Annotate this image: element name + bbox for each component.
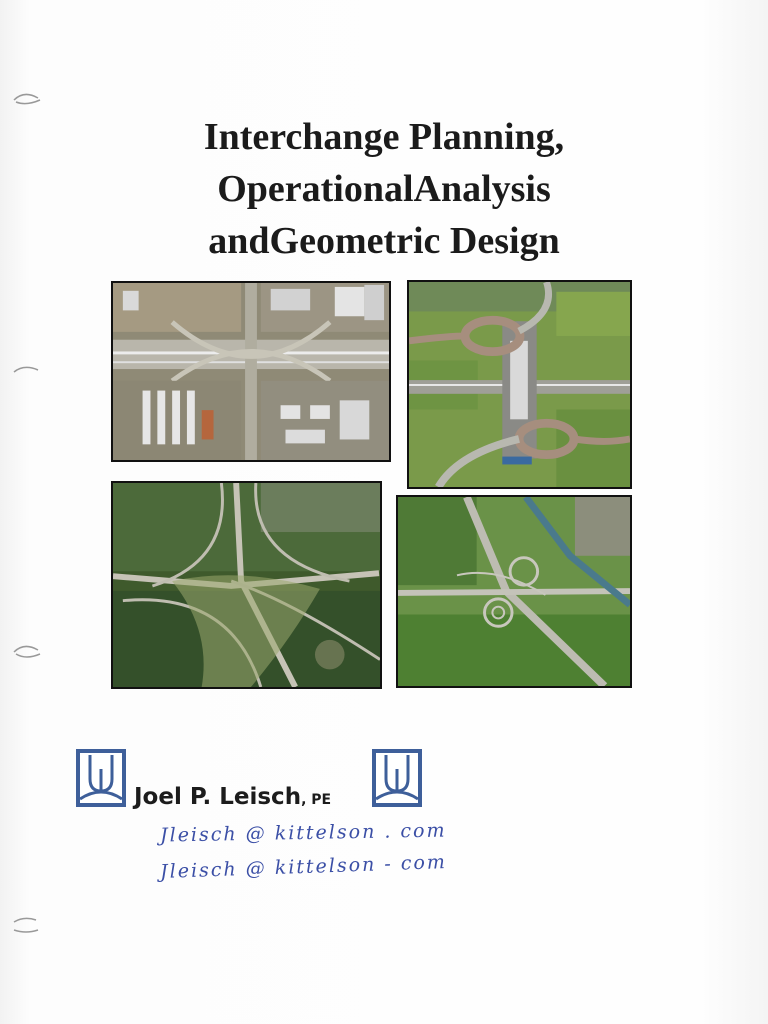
title-line-1: Interchange Planning,: [203, 116, 565, 158]
interchange-photo-urban: [111, 281, 391, 462]
title-line-2: OperationalAnalysis: [217, 168, 551, 210]
interchange-photo-forest: [111, 481, 382, 689]
author-name: [134, 784, 331, 810]
title-line-3: andGeometric Design: [208, 220, 560, 262]
binder-hole-mark: [10, 642, 44, 660]
interchange-photo-roundabout: [407, 280, 632, 489]
author-name-text: Joel P. Leisch: [134, 784, 302, 810]
kittelson-logo-left: [76, 749, 126, 807]
author-credential: , PE: [301, 792, 332, 808]
handwritten-email-1: Jleisch @ kittelson . com: [159, 819, 447, 847]
kittelson-logo-right: [372, 749, 422, 807]
interchange-photo-cloverleaf: [396, 495, 632, 688]
binder-hole-mark: [10, 916, 44, 934]
binder-hole-mark: [10, 362, 44, 380]
handwritten-email-2: Jleisch @ kittelson - com: [159, 850, 448, 884]
binder-hole-mark: [10, 90, 44, 108]
